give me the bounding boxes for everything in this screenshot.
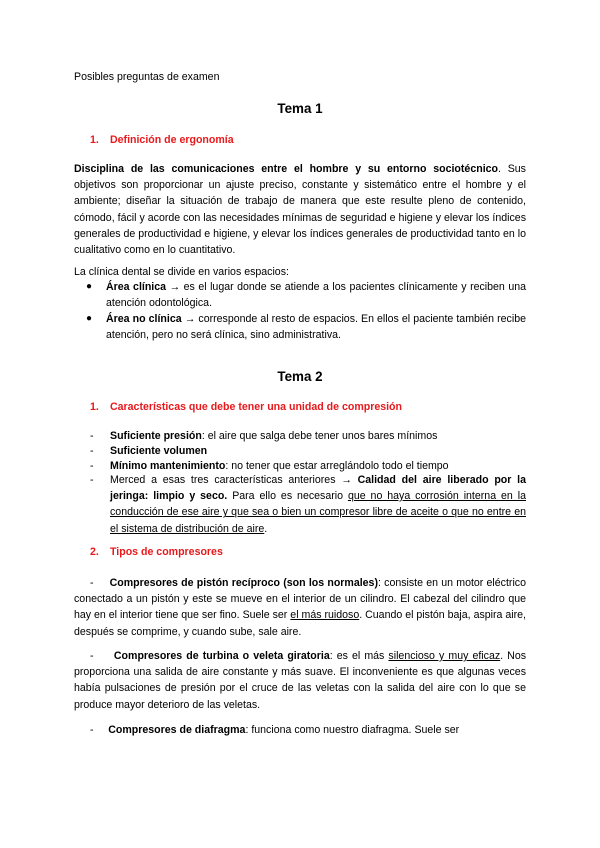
piston-text-2: . Cuando el pistón baja, aspira aire, después se comprime, y cuando sube, sale aire. xyxy=(74,609,526,638)
bullet-area-no-clinica xyxy=(86,311,526,343)
bullet-bold: Área no clínica xyxy=(106,313,182,325)
turbina-bold: Compresores de turbina o veleta giratoria xyxy=(113,650,330,662)
diafragma-bold: Compresores de diafragma xyxy=(108,724,246,736)
merced-text-3: . xyxy=(264,522,268,535)
dash-marker: - xyxy=(90,474,94,486)
item-bold: Mínimo mantenimiento xyxy=(110,460,226,472)
question-title: Definición de ergonomía xyxy=(110,134,234,146)
piston-bold: Compresores de pistón recíproco (son los normales) xyxy=(109,577,378,589)
tema1-question-1 xyxy=(90,134,234,146)
header-note: Posibles preguntas de examen xyxy=(74,71,220,83)
item-text: : no tener que estar arreglándolo todo el tiempo xyxy=(225,460,449,472)
question-title: Características que debe tener una unidad de compresión xyxy=(110,401,403,413)
turbina-text-1: : es el más xyxy=(329,650,389,662)
bullet-text: → es el lugar donde se atiende a los pacientes clínicamente y reciben una atención odontológica. xyxy=(106,281,526,310)
item-suficiente-volumen xyxy=(90,443,526,459)
merced-underlined: que no haya corrosión interna en la conducción de ese aire y que sea o bien un compresor libre de aceite o que no entre en el sistema de distribución de aire xyxy=(110,490,526,535)
dash-marker: - xyxy=(90,577,94,589)
item-text: : el aire que salga debe tener unos bares mínimos xyxy=(201,430,438,442)
question-title: Tipos de compresores xyxy=(110,546,223,558)
ergonomia-definition xyxy=(74,161,526,258)
tema1-title: Tema 1 xyxy=(277,101,323,116)
question-number: 2. xyxy=(90,546,99,558)
item-bold: Suficiente presión xyxy=(110,430,202,442)
item-bold: Suficiente volumen xyxy=(110,445,208,457)
tema2-title: Tema 2 xyxy=(277,369,323,384)
dash-marker: - xyxy=(90,650,94,662)
item-merced xyxy=(90,472,526,537)
bullet-dot-icon: ● xyxy=(86,313,93,324)
compresor-diafragma xyxy=(74,722,526,738)
tema2-question-2 xyxy=(90,546,223,558)
tema2-question-1 xyxy=(90,401,402,413)
bullet-area-clinica xyxy=(86,279,526,311)
dash-marker: - xyxy=(90,724,94,736)
dash-marker: - xyxy=(90,445,94,457)
dash-marker: - xyxy=(90,460,94,472)
bullet-dot-icon: ● xyxy=(86,281,93,292)
diafragma-text-1: : funciona como nuestro diafragma. Suele ser xyxy=(245,724,460,736)
piston-text-1: : consiste en un motor eléctrico conectado a un pistón y este se mueve en el interior de un cilindro. El cabezal del cilindro que hay en el interior tiene que ser fino. Suele ser xyxy=(74,577,526,622)
bullet-bold: Área clínica xyxy=(106,281,167,293)
definition-text: . Sus objetivos son proporcionar un ajuste preciso, constante y sistemático entre el hombre y el ambiente; diseñar la situación de trabajo de manera que este resulte pleno de contenido, cómodo, fácil y acorde con las necesidades mínimas de seguridad e higiene y elevar los índices generales de productividad e higiene, y elevar los índices generales de productividad tanto en lo cualitativo como en lo cuantitativo. xyxy=(74,163,526,257)
question-number: 1. xyxy=(90,401,99,413)
compresor-turbina xyxy=(74,648,526,713)
item-suficiente-presion xyxy=(90,428,526,444)
piston-underlined: el más ruidoso xyxy=(290,609,360,622)
bullet-text: → corresponde al resto de espacios. En ellos el paciente también recibe atención, pero no será clínica, sino administrativa. xyxy=(106,313,526,342)
turbina-text-2: . Nos proporciona una salida de aire constante y más suave. El inconveniente es que algunas veces había pulsaciones de presión por el cruce de las veletas con la salida del aire con lo que se produce mayor deterioro de las veletas. xyxy=(74,650,527,711)
merced-bold: Calidad del aire liberado por la jeringa: limpio y seco. xyxy=(110,474,526,503)
compresor-piston xyxy=(74,575,526,640)
turbina-underlined: silencioso y muy eficaz xyxy=(388,650,501,662)
definition-bold: Disciplina de las comunicaciones entre el hombre y su entorno sociotécnico xyxy=(74,163,498,175)
question-number: 1. xyxy=(90,134,99,146)
dash-marker: - xyxy=(90,430,94,442)
merced-text-2: Para ello es necesario xyxy=(227,490,348,503)
clinic-intro: La clínica dental se divide en varios espacios: xyxy=(74,266,289,278)
merced-text-1: Merced a esas tres características anteriores → xyxy=(110,474,358,486)
